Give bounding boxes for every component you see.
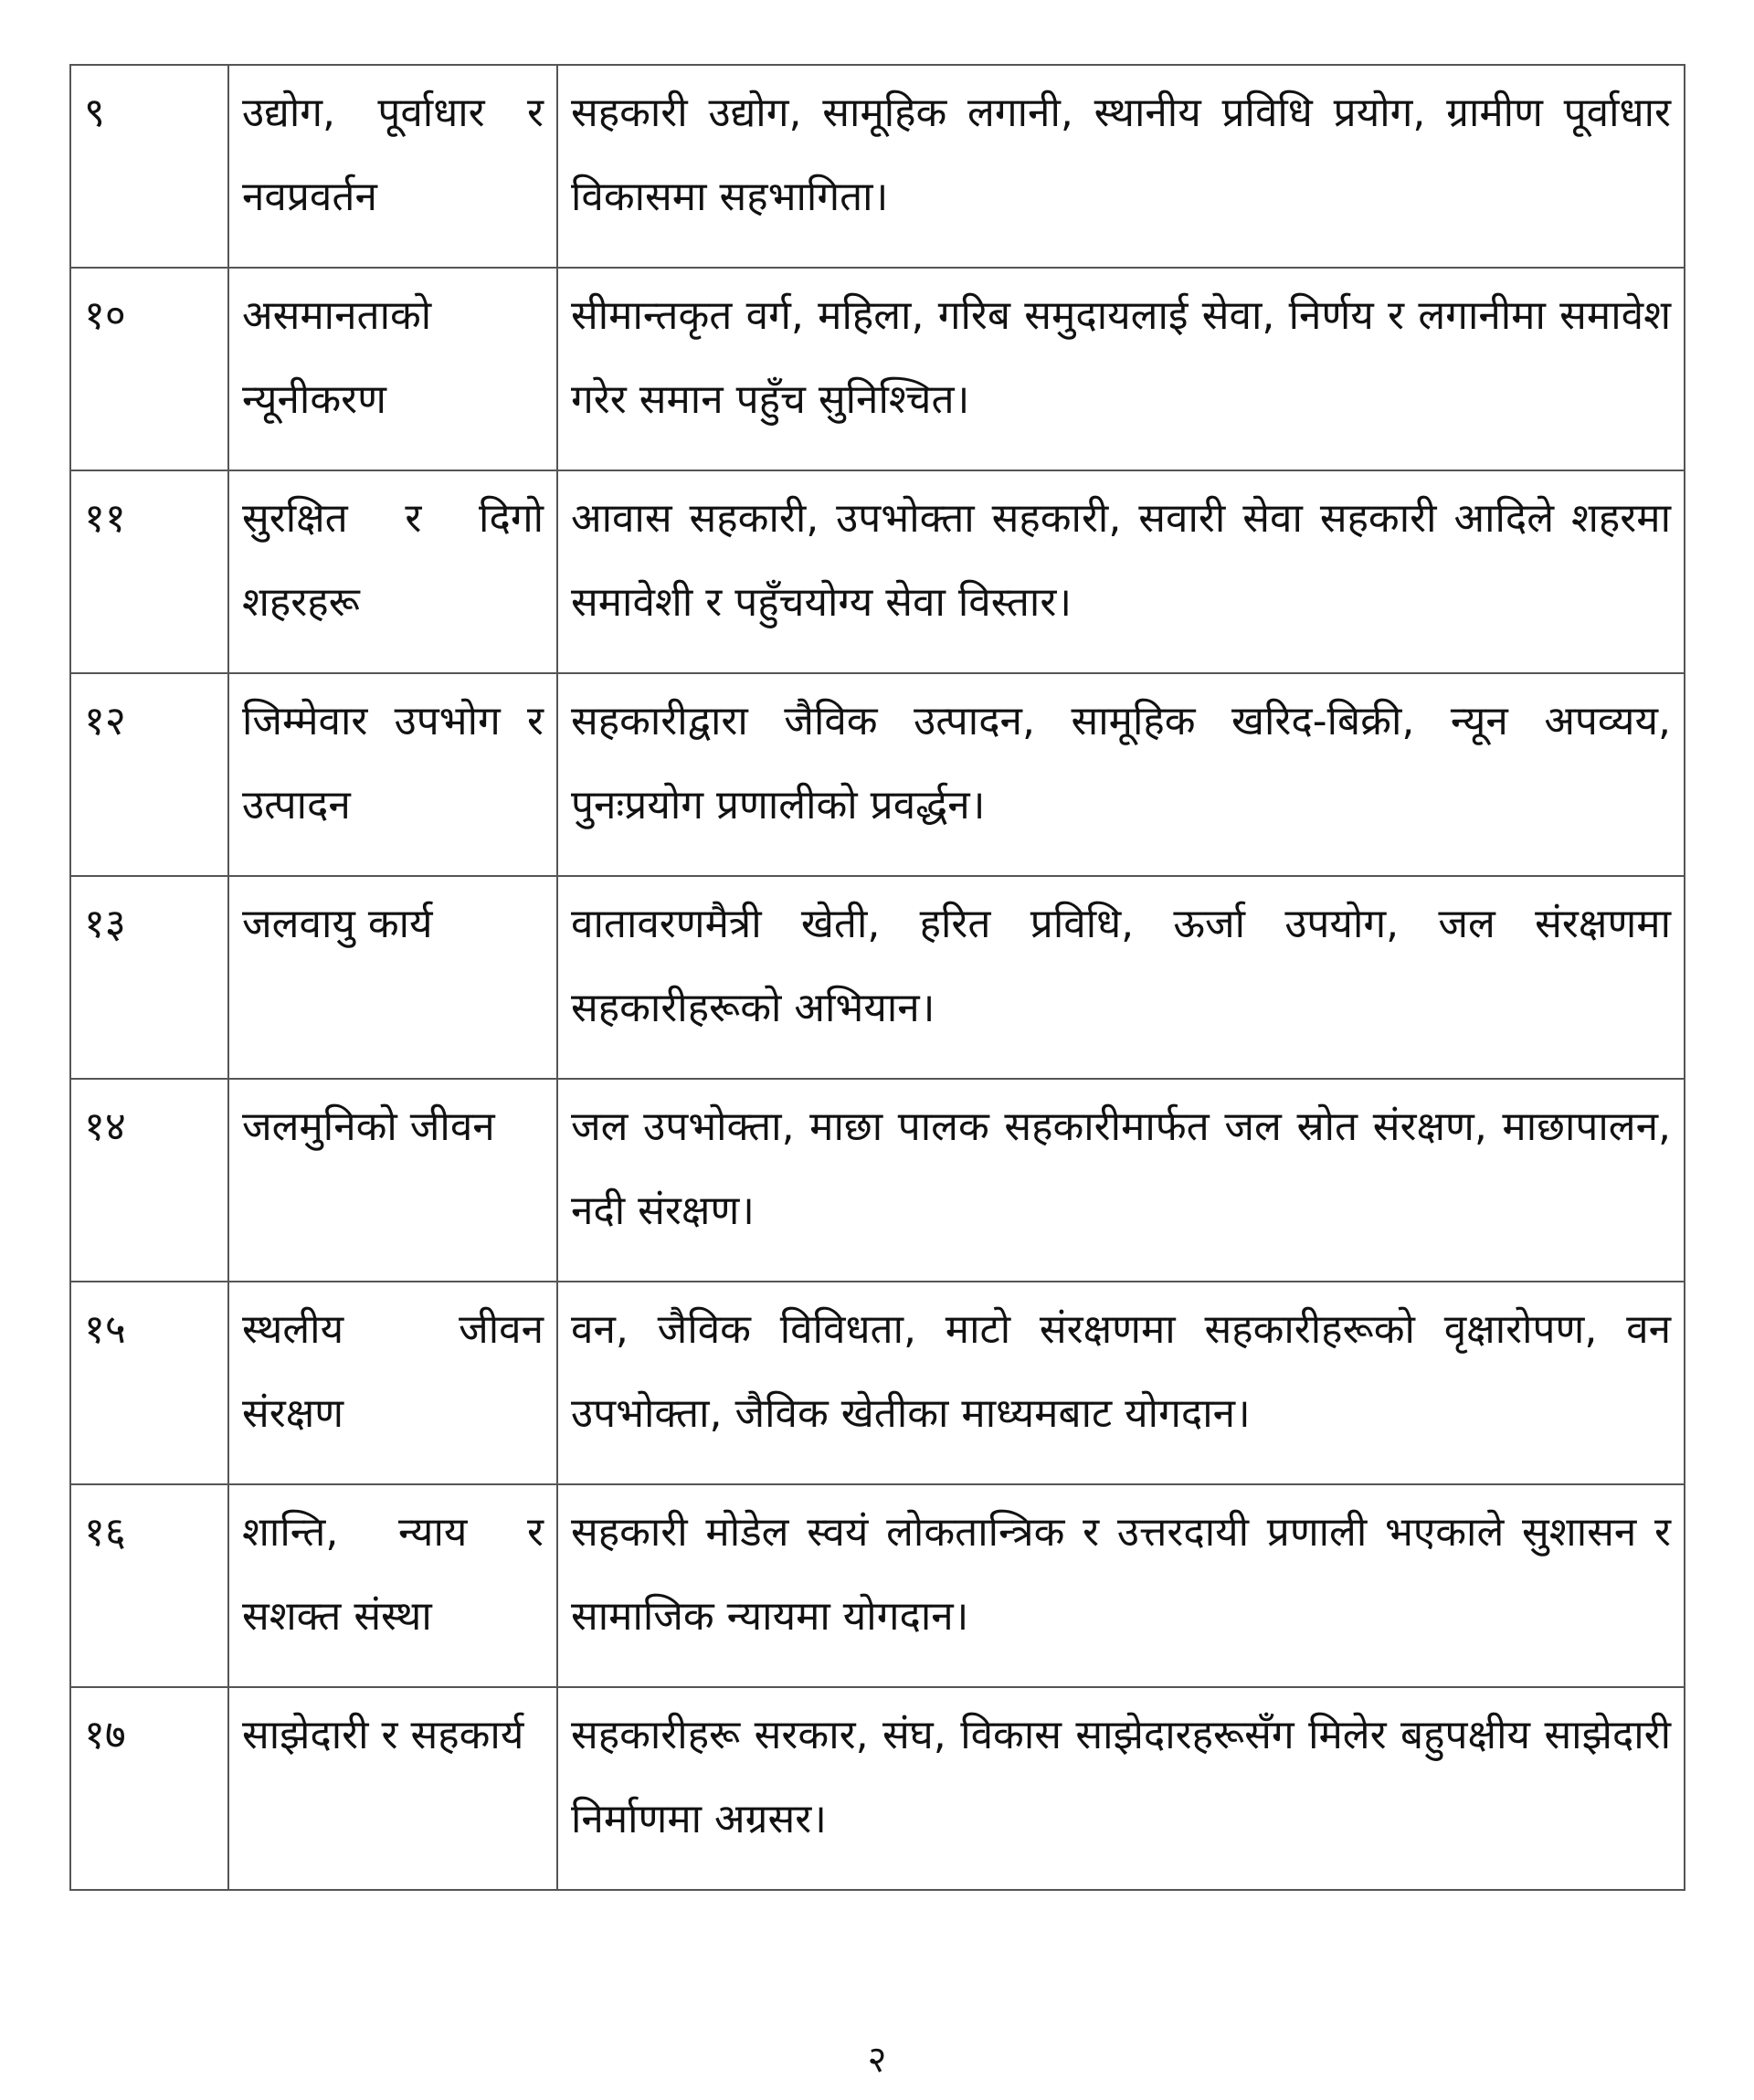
description-cell: सहकारी उद्योग, सामूहिक लगानी, स्थानीय प्रविधि प्रयोग, ग्रामीण पूर्वाधार विकासमा सहभागिता। bbox=[557, 65, 1685, 268]
goal-cell: असमानताको न्यूनीकरण bbox=[228, 268, 557, 470]
goal-cell: जलमुनिको जीवन bbox=[228, 1079, 557, 1282]
description-cell: वातावरणमैत्री खेती, हरित प्रविधि, ऊर्जा उपयोग, जल संरक्षणमा सहकारीहरूको अभियान। bbox=[557, 876, 1685, 1079]
goal-cell: जिम्मेवार उपभोग र उत्पादन bbox=[228, 673, 557, 876]
row-number: १३ bbox=[70, 876, 228, 1079]
description-cell: वन, जैविक विविधता, माटो संरक्षणमा सहकारीहरूको वृक्षारोपण, वन उपभोक्ता, जैविक खेतीका माध्यमबाट योगदान। bbox=[557, 1282, 1685, 1484]
table-row bbox=[70, 673, 1685, 876]
goal-cell: जलवायु कार्य bbox=[228, 876, 557, 1079]
goal-cell: सुरक्षित र दिगो शहरहरू bbox=[228, 470, 557, 673]
table-row bbox=[70, 1282, 1685, 1484]
table-row bbox=[70, 1687, 1685, 1890]
description-cell: आवास सहकारी, उपभोक्ता सहकारी, सवारी सेवा सहकारी आदिले शहरमा समावेशी र पहुँचयोग्य सेवा विस्तार। bbox=[557, 470, 1685, 673]
goal-cell: साझेदारी र सहकार्य bbox=[228, 1687, 557, 1890]
row-number: ११ bbox=[70, 470, 228, 673]
table-row bbox=[70, 268, 1685, 470]
row-number: १५ bbox=[70, 1282, 228, 1484]
goal-cell: स्थलीय जीवन संरक्षण bbox=[228, 1282, 557, 1484]
row-number: १२ bbox=[70, 673, 228, 876]
table-row bbox=[70, 876, 1685, 1079]
goal-cell: शान्ति, न्याय र सशक्त संस्था bbox=[228, 1484, 557, 1687]
goal-cell: उद्योग, पूर्वाधार र नवप्रवर्तन bbox=[228, 65, 557, 268]
table-row bbox=[70, 470, 1685, 673]
description-cell: सीमान्तकृत वर्ग, महिला, गरिब समुदायलाई सेवा, निर्णय र लगानीमा समावेश गरेर समान पहुँच सुनिश्चित। bbox=[557, 268, 1685, 470]
page-number: २ bbox=[867, 2039, 887, 2081]
row-number: १४ bbox=[70, 1079, 228, 1282]
row-number: १० bbox=[70, 268, 228, 470]
description-cell: सहकारी मोडेल स्वयं लोकतान्त्रिक र उत्तरदायी प्रणाली भएकाले सुशासन र सामाजिक न्यायमा योगदान। bbox=[557, 1484, 1685, 1687]
description-cell: जल उपभोक्ता, माछा पालक सहकारीमार्फत जल स्रोत संरक्षण, माछापालन, नदी संरक्षण। bbox=[557, 1079, 1685, 1282]
row-number: ९ bbox=[70, 65, 228, 268]
table-row bbox=[70, 1079, 1685, 1282]
sdg-cooperative-table bbox=[69, 64, 1685, 1891]
row-number: १७ bbox=[70, 1687, 228, 1890]
row-number: १६ bbox=[70, 1484, 228, 1687]
description-cell: सहकारीद्वारा जैविक उत्पादन, सामूहिक खरिद-बिक्री, न्यून अपव्यय, पुनःप्रयोग प्रणालीको प्रवर्द्धन। bbox=[557, 673, 1685, 876]
description-cell: सहकारीहरू सरकार, संघ, विकास साझेदारहरूसँग मिलेर बहुपक्षीय साझेदारी निर्माणमा अग्रसर। bbox=[557, 1687, 1685, 1890]
table-row bbox=[70, 1484, 1685, 1687]
table-row bbox=[70, 65, 1685, 268]
